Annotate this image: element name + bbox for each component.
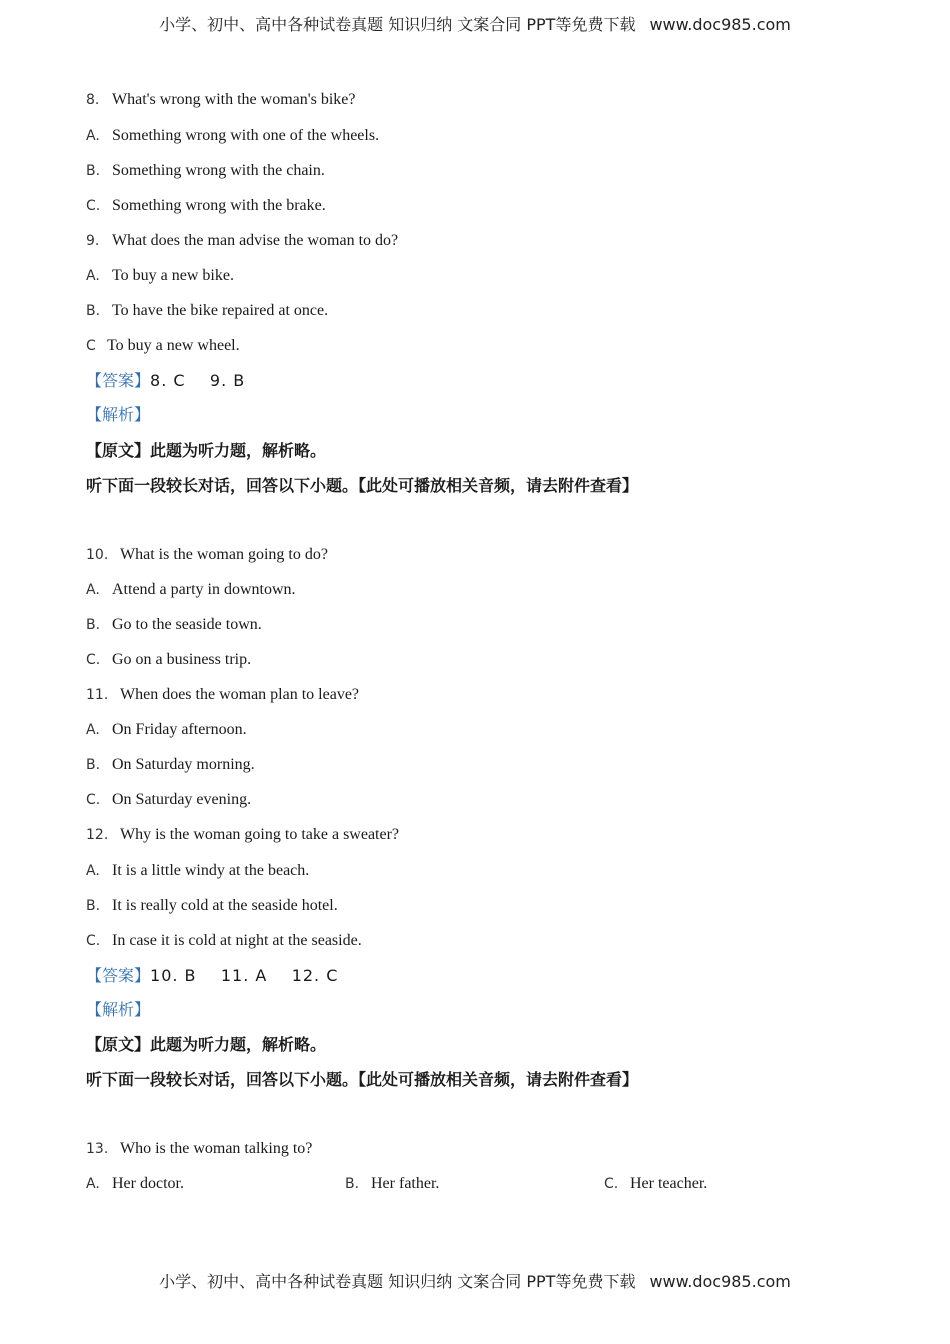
- header-url[interactable]: www.doc985.com: [649, 15, 791, 34]
- q9-option-b: [86, 301, 328, 321]
- q13-option-a: [86, 1174, 184, 1194]
- q9-option-c: [86, 336, 240, 356]
- option-text: Something wrong with the chain.: [112, 162, 325, 179]
- question-number: 13.: [86, 1141, 109, 1157]
- option-text: It is really cold at the seaside hotel.: [112, 897, 338, 914]
- question-13: [86, 1139, 312, 1159]
- q9-option-a: [86, 266, 234, 286]
- question-text: Who is the woman talking to?: [120, 1140, 313, 1157]
- option-label: B.: [86, 757, 101, 773]
- option-text: Her teacher.: [630, 1175, 708, 1192]
- option-label: B.: [86, 617, 101, 633]
- q12-option-b: [86, 896, 338, 916]
- option-text: To buy a new wheel.: [107, 337, 240, 354]
- option-label: C.: [86, 933, 101, 949]
- option-label: A.: [86, 722, 100, 738]
- q13-option-c: [604, 1174, 707, 1194]
- option-text: It is a little windy at the beach.: [112, 862, 310, 879]
- q10-option-b: [86, 615, 262, 635]
- question-number: 12.: [86, 827, 109, 843]
- answer-label: 【答案】: [86, 371, 151, 390]
- analysis-label-1: 【解析】: [86, 405, 151, 424]
- answer-label: 【答案】: [86, 966, 151, 985]
- answer-value: 10. B 11. A 12. C: [150, 966, 339, 985]
- question-text: What is the woman going to do?: [120, 546, 328, 563]
- question-10: [86, 545, 328, 565]
- option-label: A.: [86, 268, 100, 284]
- option-text: Attend a party in downtown.: [112, 581, 296, 598]
- option-text: In case it is cold at night at the seaside.: [112, 932, 362, 949]
- option-label: A.: [86, 582, 100, 598]
- footer-url[interactable]: www.doc985.com: [649, 1272, 791, 1291]
- option-text: Her doctor.: [112, 1175, 184, 1192]
- question-text: When does the woman plan to leave?: [120, 686, 360, 703]
- q13-option-b: [345, 1174, 439, 1194]
- option-label: A.: [86, 863, 100, 879]
- question-text: What's wrong with the woman's bike?: [112, 91, 356, 108]
- option-label: B.: [345, 1176, 360, 1192]
- option-label: A.: [86, 128, 100, 144]
- page-footer: [0, 1269, 950, 1292]
- option-text: Something wrong with one of the wheels.: [112, 127, 380, 144]
- header-text: 小学、初中、高中各种试卷真题 知识归纳 文案合同 PPT等免费下载: [159, 15, 636, 34]
- q12-option-a: [86, 861, 309, 881]
- option-text: On Saturday evening.: [112, 791, 252, 808]
- question-number: 10.: [86, 547, 109, 563]
- q11-option-c: [86, 790, 251, 810]
- option-label: B.: [86, 303, 101, 319]
- question-12: [86, 825, 399, 845]
- q10-option-a: [86, 580, 296, 600]
- option-label: C.: [86, 198, 101, 214]
- option-label: C: [86, 338, 96, 354]
- answer-value: 8. C 9. B: [150, 371, 246, 390]
- analysis-label-2: 【解析】: [86, 1000, 151, 1019]
- answer-block-2: [86, 965, 338, 987]
- original-text-1: 【原文】此题为听力题，解析略。: [86, 441, 327, 460]
- option-text: Her father.: [371, 1175, 440, 1192]
- q12-option-c: [86, 931, 362, 951]
- question-text: Why is the woman going to take a sweater?: [120, 826, 400, 843]
- option-label: B.: [86, 898, 101, 914]
- q8-option-a: [86, 126, 379, 146]
- option-label: B.: [86, 163, 101, 179]
- footer-text: 小学、初中、高中各种试卷真题 知识归纳 文案合同 PPT等免费下载: [159, 1272, 636, 1291]
- option-label: A.: [86, 1176, 100, 1192]
- q8-option-b: [86, 161, 325, 181]
- q10-option-c: [86, 650, 251, 670]
- option-label: C.: [86, 792, 101, 808]
- question-number: 9.: [86, 233, 100, 249]
- page-header: [0, 12, 950, 35]
- question-number: 11.: [86, 687, 109, 703]
- option-text: On Friday afternoon.: [112, 721, 247, 738]
- q11-option-a: [86, 720, 247, 740]
- option-text: On Saturday morning.: [112, 756, 255, 773]
- listening-instruction-1: 听下面一段较长对话，回答以下小题。【此处可播放相关音频，请去附件查看】: [86, 476, 639, 495]
- option-text: Something wrong with the brake.: [112, 197, 326, 214]
- option-text: To have the bike repaired at once.: [112, 302, 329, 319]
- original-text-2: 【原文】此题为听力题，解析略。: [86, 1035, 327, 1054]
- option-text: Go to the seaside town.: [112, 616, 262, 633]
- question-number: 8.: [86, 92, 100, 108]
- question-8: [86, 90, 356, 110]
- option-text: To buy a new bike.: [112, 267, 234, 284]
- listening-instruction-2: 听下面一段较长对话，回答以下小题。【此处可播放相关音频，请去附件查看】: [86, 1070, 639, 1089]
- question-text: What does the man advise the woman to do?: [112, 232, 399, 249]
- question-9: [86, 231, 398, 251]
- option-label: C.: [86, 652, 101, 668]
- answer-block-1: [86, 370, 245, 392]
- question-11: [86, 685, 359, 705]
- q8-option-c: [86, 196, 326, 216]
- option-text: Go on a business trip.: [112, 651, 252, 668]
- q11-option-b: [86, 755, 255, 775]
- option-label: C.: [604, 1176, 619, 1192]
